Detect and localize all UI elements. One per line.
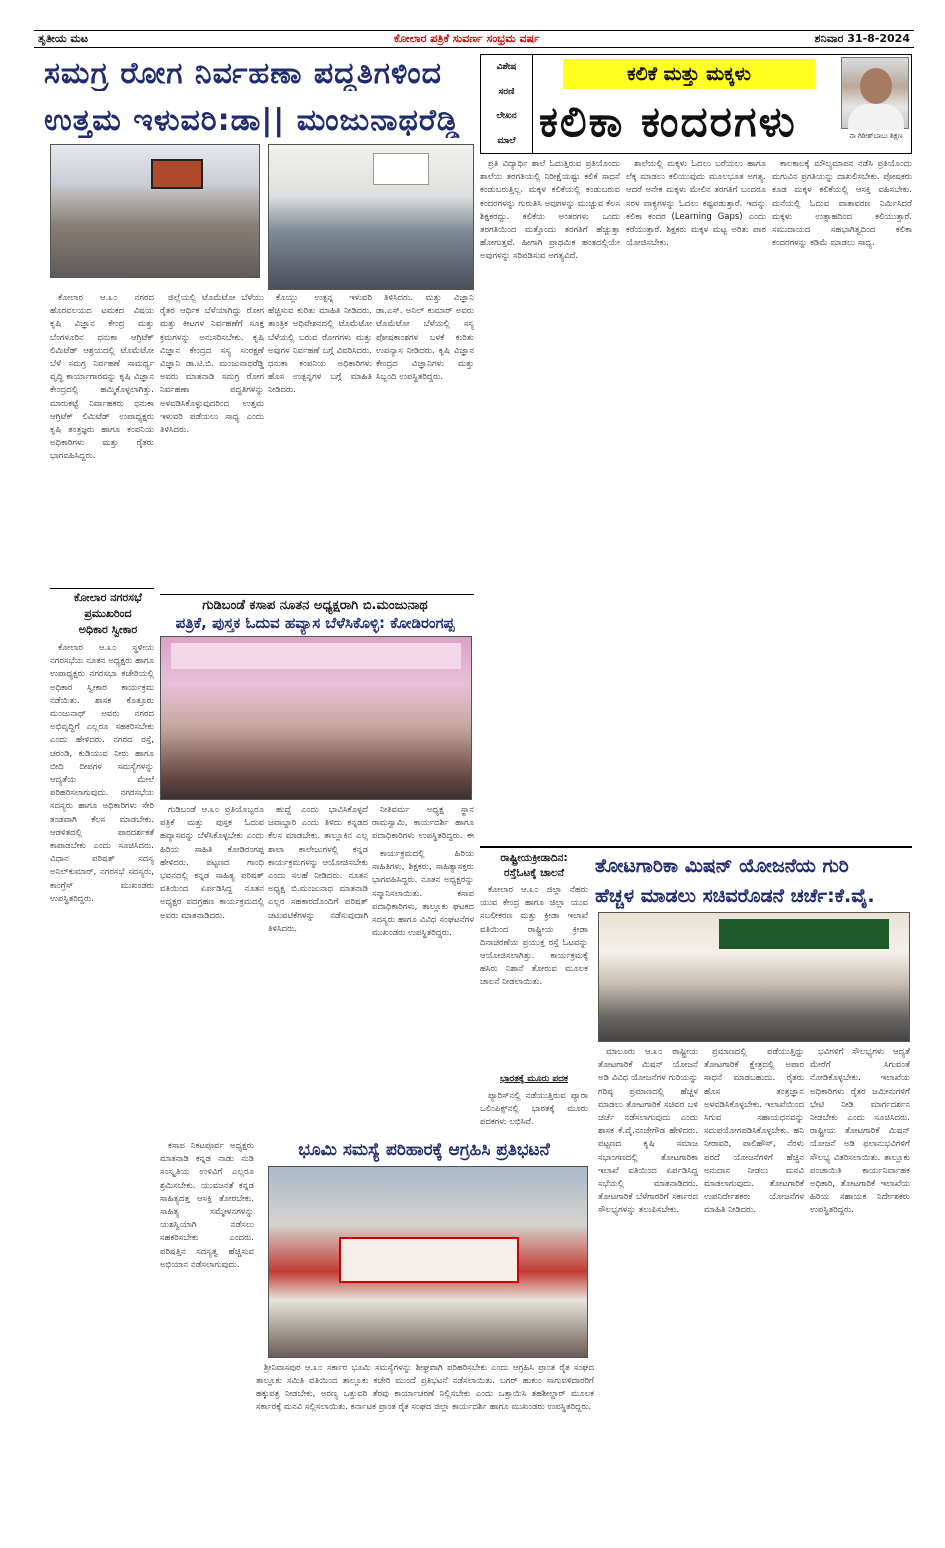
municipal-subhead-line1: ಕೋಲಾರ ನಗರಸಭೆ [74,591,142,604]
kasapa-headline-line2: ಪತ್ರಿಕೆ, ಪುಸ್ತಕ ಓದುವ ಹವ್ಯಾಸ ಬೆಳೆಸಿಕೊಳ್ಳಿ: ಕೋಡಿರಂಗಪ್ಪ [175,614,455,632]
medal-note-text: ಪ್ಯಾರಿಸ್‌ನಲ್ಲಿ ನಡೆಯುತ್ತಿರುವ ಪ್ಯಾರಾ ಒಲಿಂಪಿಕ್ಸ್‌ನಲ್ಲಿ ಭಾರತಕ್ಕೆ ಮೂರು ಪದಕಗಳು ಲಭಿಸಿವೆ. [480,1091,588,1128]
horticulture-article-col1: ಮಾಲೂರು ಆ.೩೦ ರಾಷ್ಟ್ರೀಯ ತೋಟಗಾರಿಕೆ ಮಿಷನ್ ಯೋಜನೆ ಅಡಿ ವಿವಿಧ ಯೋಜನೆಗಳ ಗುರಿಯನ್ನು ಗರಿಷ್ಠ ಪ್ರಮಾಣದಲ್ಲಿ ಹೆಚ್ಚಳ ಮಾಡಲು ತೋಟಗಾರಿಕೆ ಸಚಿವರ ಬಳಿ ಚರ್ಚೆ ನಡೆಸಲಾಗುವುದು ಎಂದು ಶಾಸಕ ಕೆ.ವೈ.ನಂಜೇಗೌಡ ಹೇಳಿದರು. ಪಟ್ಟಣದ ಕೃಷಿ ಸಮಾಜ ಸಭಾಂಗಣದಲ್ಲಿ ತೋಟಗಾರಿಕಾ ಇಲಾಖೆ ವತಿಯಿಂದ ಏರ್ಪಡಿಸಿದ್ದ ಸಭೆಯಲ್ಲಿ ಮಾತನಾಡಿದರು. ತೋಟಗಾರಿಕೆ ಬೆಳೆಗಾರರಿಗೆ ಸರ್ಕಾರದ ಸೌಲಭ್ಯಗಳನ್ನು ತಲುಪಿಸಬೇಕು. [598,1047,698,1216]
kasapa-article-col1: ಗುಡಿಬಂಡೆ ಆ.೩೦ ಪ್ರತಿಯೊಬ್ಬರೂ ಪತ್ರಿಕೆ ಮತ್ತು ಪುಸ್ತಕ ಓದುವ ಹವ್ಯಾಸವನ್ನು ಬೆಳೆಸಿಕೊಳ್ಳಬೇಕು ಎಂದು ಹಿರಿಯ ಸಾಹಿತಿ ಕೋಡಿರಂಗಪ್ಪ ಹೇಳಿದರು. ಪಟ್ಟಣದ ಗಾಂಧಿ ಭವನದಲ್ಲಿ ಕನ್ನಡ ಸಾಹಿತ್ಯ ಪರಿಷತ್ ವತಿಯಿಂದ ಏರ್ಪಡಿಸಿದ್ದ ನೂತನ ಅಧ್ಯಕ್ಷರ ಪದಗ್ರಹಣ ಕಾರ್ಯಕ್ರಮದಲ್ಲಿ ಅವರು ಮಾತನಾಡಿದರು. [160,805,264,921]
main-headline-line2: ಉತ್ತಮ ಇಳುವರಿ:ಡಾ|| ಮಂಜುನಾಥರೆಡ್ಡಿ [44,103,461,138]
workshop-photo-2 [268,144,474,290]
workshop-photo-1 [50,144,260,278]
series-label-line: ವಿಶೇಷ [496,62,517,73]
horticulture-headline-line1: ತೋಟಗಾರಿಕಾ ಮಿಷನ್ ಯೋಜನೆಯ ಗುರಿ [595,855,849,877]
series-label-line: ಲೇಖನ [496,111,517,122]
main-article-col3: ಕೊಯ್ಲು ಉತ್ಪನ್ನ ಇಳುವರಿ ಹೆಚ್ಚಿಸುವ ಕುರಿತು ಮಾಹಿತಿ ನೀಡಿದರು. ತಾಂತ್ರಿಕ ಅಧಿವೇಶನದಲ್ಲಿ ಟೊಮೆಟೋ ಬೆಳೆಯಲ್ಲಿ ಬರುವ ರೋಗಗಳು ಮತ್ತು ಅವುಗಳ ನಿರ್ವಹಣೆ ಬಗ್ಗೆ ವಿವರಿಸಿದರು. ಧನುಕಾ ಕಂಪನಿಯ ಅಧಿಕಾರಿಗಳು ಹೊಸ ಉತ್ಪನ್ನಗಳ ಬಗ್ಗೆ ಮಾಹಿತಿ ನೀಡಿದರು. [268,293,372,396]
series-article-col3: ಕಾಲಕಾಲಕ್ಕೆ ಮೌಲ್ಯಮಾಪನ ನಡೆಸಿ ಪ್ರತಿಯೊಂದು ಮಗುವಿನ ಪ್ರಗತಿಯನ್ನು ದಾಖಲಿಸಬೇಕು. ಪೋಷಕರು ಕೂಡ ಮಕ್ಕಳ ಕಲಿಕೆಯಲ್ಲಿ ಆಸಕ್ತಿ ವಹಿಸಬೇಕು. ಮನೆಯಲ್ಲಿ ಓದುವ ವಾತಾವರಣ ನಿರ್ಮಿಸಿದರೆ ಮಕ್ಕಳು ಉತ್ಸಾಹದಿಂದ ಕಲಿಯುತ್ತಾರೆ. ಸಮುದಾಯದ ಸಹಭಾಗಿತ್ವದಿಂದ ಕಲಿಕಾ ಕಂದರಗಳನ್ನು ಕಡಿಮೆ ಮಾಡಲು ಸಾಧ್ಯ. [772,159,912,249]
horticulture-article-col3: ಭವಿಗಳಿಗೆ ಸೌಲಭ್ಯಗಳು ಆದ್ಯತೆ ಮೇರೆಗೆ ಸಿಗುವಂತೆ ನೋಡಿಕೊಳ್ಳಬೇಕು. ಇಲಾಖೆಯ ಅಧಿಕಾರಿಗಳು ರೈತರ ಜಮೀನುಗಳಿಗೆ ಭೇಟಿ ನೀಡಿ ಮಾರ್ಗದರ್ಶನ ನೀಡಬೇಕು ಎಂದು ಸೂಚಿಸಿದರು. ರಾಷ್ಟ್ರೀಯ ತೋಟಗಾರಿಕೆ ಮಿಷನ್ ಯೋಜನೆ ಅಡಿ ಫಲಾನುಭವಿಗಳಿಗೆ ಸೌಲಭ್ಯ ವಿತರಿಸಲಾಯಿತು. ತಾಲ್ಲೂಕು ಪಂಚಾಯಿತಿ ಕಾರ್ಯನಿರ್ವಾಹಕ ಅಧಿಕಾರಿ, ತೋಟಗಾರಿಕೆ ಇಲಾಖೆಯ ಹಿರಿಯ ಸಹಾಯಕ ನಿರ್ದೇಶಕರು ಉಪಸ್ಥಿತರಿದ್ದರು. [810,1047,910,1216]
main-article-col1: ಕೋಲಾರ ಆ.೩೦ ನಗರದ ಹೊರವಲಯದ ಟಮಕದ ವಿಷಯ ಕೃಷಿ ವಿಜ್ಞಾನ ಕೇಂದ್ರ ಮತ್ತು ಬೆಂಗಳೂರಿನ ಧನುಕಾ ಆಗ್ರಿಟೆಕ್ ಲಿಮಿಟೆಡ್ ಆಶ್ರಯದಲ್ಲಿ ಟೊಮೆಟೋ ಬೆಳೆ ಸಮಗ್ರ ನಿರ್ವಹಣೆ ಸಾಮರ್ಥ್ಯ ವೃದ್ಧಿ ಕಾರ್ಯಾಗಾರವನ್ನು ಕೃಷಿ ವಿಜ್ಞಾನ ಕೇಂದ್ರದಲ್ಲಿ ಹಮ್ಮಿಕೊಳ್ಳಲಾಗಿತ್ತು. ಮಾರುಕಟ್ಟೆ ನಿರ್ವಾಹಕರು ಧನುಕಾ ಆಗ್ರಿಟೆಕ್ ಲಿಮಿಟೆಡ್ ಉಪಾಧ್ಯಕ್ಷರು ಕೃಷಿ ತಂತ್ರಜ್ಞರು ಹಾಗೂ ಕಂಪನಿಯ ಅಧಿಕಾರಿಗಳು ಮತ್ತು ರೈತರು ಭಾಗವಹಿಸಿದ್ದರು. [50,293,154,462]
kasapa-event-photo [160,636,472,800]
series-label-line: ಸರಣಿ [498,86,515,97]
kasapa-article-col1-cont: ಕಸಾಪ ನಿಕಟಪೂರ್ವ ಅಧ್ಯಕ್ಷರು ಮಾತನಾಡಿ ಕನ್ನಡ ನಾಡು ನುಡಿ ಸಂಸ್ಕೃತಿಯ ಉಳಿವಿಗೆ ಎಲ್ಲರೂ ಶ್ರಮಿಸಬೇಕು. ಯುವಜನತೆ ಕನ್ನಡ ಸಾಹಿತ್ಯದತ್ತ ಆಸಕ್ತಿ ತೋರಬೇಕು. ಸಾಹಿತ್ಯ ಸಮ್ಮೇಳನಗಳನ್ನು ಯಶಸ್ವಿಯಾಗಿ ನಡೆಸಲು ಸಹಕರಿಸಬೇಕು ಎಂದರು. ಪರಿಷತ್ತಿನ ಸದಸ್ಯತ್ವ ಹೆಚ್ಚಿಸುವ ಅಭಿಯಾನ ನಡೆಸಲಾಗುವುದು. [160,1141,254,1270]
municipal-subhead-line2: ಪ್ರಮುಖರಿಂದ [84,607,132,620]
kasapa-article-col3-cont: ಕಾರ್ಯಕ್ರಮದಲ್ಲಿ ಹಿರಿಯ ಸಾಹಿತಿಗಳು, ಶಿಕ್ಷಕರು, ಸಾಹಿತ್ಯಾಸಕ್ತರು ಭಾಗವಹಿಸಿದ್ದರು. ನೂತನ ಅಧ್ಯಕ್ಷರನ್ನು ಸನ್ಮಾನಿಸಲಾಯಿತು. ಕಸಾಪ ಪದಾಧಿಕಾರಿಗಳು, ತಾಲ್ಲೂಕು ಘಟಕದ ಸದಸ್ಯರು ಹಾಗೂ ವಿವಿಧ ಸಂಘಟನೆಗಳ ಮುಖಂಡರು ಉಪಸ್ಥಿತರಿದ್ದರು. [372,849,474,939]
horticulture-headline-line2: ಹೆಚ್ಚಳ ಮಾಡಲು ಸಚಿವರೊಡನೆ ಚರ್ಚೆ:ಕೆ.ವೈ. [595,885,875,907]
municipal-subhead-line3: ಅಧಿಕಾರ ಸ್ವೀಕಾರ [78,623,138,636]
series-article-col1: ಪ್ರತಿ ವಿದ್ಯಾರ್ಥಿ ಶಾಲೆ ಓದುತ್ತಿರುವ ಪ್ರತಿಯೊಂದು ಶಾಲೆಯ ತರಗತಿಯಲ್ಲಿ ನಿರೀಕ್ಷೆಯಷ್ಟು ಕಲಿಕೆ ಸಾಧನೆ ಕಂಡುಬರುತ್ತಿಲ್ಲ. ಮಕ್ಕಳ ಕಲಿಕೆಯಲ್ಲಿ ಕಂಡುಬರುವ ಕಂದರಗಳನ್ನು ಗುರುತಿಸಿ ಅವುಗಳನ್ನು ಮುಚ್ಚುವ ಕೆಲಸ ಶಿಕ್ಷಕರದ್ದು. ಕಲಿಕೆಯ ಅಂತರಗಳು ಒಂದು ತರಗತಿಯಿಂದ ಮತ್ತೊಂದು ತರಗತಿಗೆ ಹೆಚ್ಚುತ್ತಾ ಹೋಗುತ್ತವೆ. ಹೀಗಾಗಿ ಪ್ರಾಥಮಿಕ ಹಂತದಲ್ಲಿಯೇ ಅವುಗಳನ್ನು ಸರಿಪಡಿಸುವ ಅಗತ್ಯವಿದೆ. [480,159,620,262]
sports-article-text: ಕೋಲಾರ ಆ.೩೦ ಜಿಲ್ಲಾ ನೆಹರು ಯುವ ಕೇಂದ್ರ ಹಾಗೂ ಜಿಲ್ಲಾ ಯುವ ಸಬಲೀಕರಣ ಮತ್ತು ಕ್ರೀಡಾ ಇಲಾಖೆ ವತಿಯಿಂದ ರಾಷ್ಟ್ರೀಯ ಕ್ರೀಡಾ ದಿನಾಚರಣೆಯ ಪ್ರಯುಕ್ತ ರಸ್ತೆ ಓಟವನ್ನು ಆಯೋಜಿಸಲಾಗಿತ್ತು. ಕಾರ್ಯಕ್ರಮಕ್ಕೆ ಹಸಿರು ನಿಶಾನೆ ತೋರುವ ಮೂಲಕ ಚಾಲನೆ ನೀಡಲಾಯಿತು. [480,885,588,988]
land-protest-headline: ಭೂಮಿ ಸಮಸ್ಯೆ ಪರಿಹಾರಕ್ಕೆ ಆಗ್ರಹಿಸಿ ಪ್ರತಿಭಟನೆ [298,1140,550,1160]
horticulture-meeting-photo [598,912,910,1042]
author-name: ನಾ ಗಿರೀಶ್‌ಬಾಬು ಶಿಕ್ಷಣ [849,132,903,140]
sports-headline-line2: ರಸ್ತೆಓಟಕ್ಕೆ ಚಾಲನೆ [503,867,565,879]
land-protest-photo [268,1166,588,1358]
series-article-col2: ಶಾಲೆಯಲ್ಲಿ ಮಕ್ಕಳು ಓದಲು ಬರೆಯಲು ಹಾಗೂ ಲೆಕ್ಕ ಮಾಡಲು ಕಲಿಯುವುದು ಮೂಲಭೂತ ಅಗತ್ಯ. ಆದರೆ ಅನೇಕ ಮಕ್ಕಳು ಮೇಲಿನ ತರಗತಿಗೆ ಬಂದರೂ ಸರಳ ವಾಕ್ಯಗಳನ್ನು ಓದಲು ಕಷ್ಟಪಡುತ್ತಾರೆ. ಇದನ್ನು ಕಲಿಕಾ ಕಂದರ (Learning Gaps) ಎಂದು ಕರೆಯುತ್ತಾರೆ. ಶಿಕ್ಷಕರು ಮಕ್ಕಳ ಮಟ್ಟ ಅರಿತು ಪಾಠ ಯೋಜಿಸಬೇಕು. [626,159,766,249]
paper-tagline: ಕೋಲಾರ ಪತ್ರಿಕೆ ಸುವರ್ಣ ಸಂಭ್ರಮ ವರ್ಷ [394,32,540,45]
municipal-article-text: ಕೋಲಾರ ಆ.೩೦ ಸ್ಥಳೀಯ ನಗರಸಭೆಯ ನೂತನ ಅಧ್ಯಕ್ಷರು ಹಾಗೂ ಉಪಾಧ್ಯಕ್ಷರು ನಗರಸಭಾ ಕಚೇರಿಯಲ್ಲಿ ಅಧಿಕಾರ ಸ್ವೀಕಾರ ಕಾರ್ಯಕ್ರಮ ನಡೆಯಿತು. ಶಾಸಕ ಕೊತ್ತೂರು ಮಂಜುನಾಥ್ ಅವರು ನಗರದ ಅಭಿವೃದ್ಧಿಗೆ ಎಲ್ಲರೂ ಸಹಕರಿಸಬೇಕು ಎಂದು ಹೇಳಿದರು. ನಗರದ ರಸ್ತೆ, ಚರಂಡಿ, ಕುಡಿಯುವ ನೀರು ಹಾಗೂ ಬೀದಿ ದೀಪಗಳ ಸಮಸ್ಯೆಗಳನ್ನು ಆದ್ಯತೆಯ ಮೇಲೆ ಪರಿಹರಿಸಲಾಗುವುದು. ನಗರಸಭೆಯ ಸದಸ್ಯರು ಹಾಗೂ ಅಧಿಕಾರಿಗಳು ಸೇರಿ ತಂಡವಾಗಿ ಕೆಲಸ ಮಾಡಬೇಕು. ಆಡಳಿತದಲ್ಲಿ ಪಾರದರ್ಶಕತೆ ಕಾಪಾಡಬೇಕು ಎಂದು ಸೂಚಿಸಿದರು. ವಿಧಾನ ಪರಿಷತ್ ಸದಸ್ಯ ಅನಿಲ್‌ಕುಮಾರ್, ನಗರಸಭೆ ಸದಸ್ಯರು, ಕಾಂಗ್ರೆಸ್ ಮುಖಂಡರು ಉಪಸ್ಥಿತರಿದ್ದರು. [50,643,154,904]
main-headline-line1: ಸಮಗ್ರ ರೋಗ ನಿರ್ವಹಣಾ ಪದ್ಧತಿಗಳಿಂದ [44,56,443,91]
kasapa-article-col3: ನೀತಿವರ್ಮ ಅಧ್ಯಕ್ಷ ಸ್ಥಾನ ರಾಮಸ್ವಾಮಿ, ಕಾರ್ಯದರ್ಶಿ ಹಾಗೂ ಪದಾಧಿಕಾರಿಗಳು ಉಪಸ್ಥಿತರಿದ್ದರು. ಈ [372,805,474,842]
series-banner: ಕಲಿಕೆ ಮತ್ತು ಮಕ್ಕಳು [563,59,815,89]
author-photo [841,57,909,129]
issue-date: ಶನಿವಾರ 31-8-2024 [814,32,910,45]
kasapa-headline-line1: ಗುಡಿಬಂಡೆ ಕಸಾಪ ನೂತನ ಅಧ್ಯಕ್ಷರಾಗಿ ಬಿ.ಮಂಜುನಾಥ [202,598,428,613]
page-number-label: ತೃತೀಯ ಮಟ [38,32,89,45]
land-protest-article-text: ಶ್ರೀನಿವಾಸಪುರ ಆ.೩೦ ಸರ್ಕಾರ ಭೂಮಿ ಸಮಸ್ಯೆಗಳನ್ನು ಶೀಘ್ರವಾಗಿ ಪರಿಹರಿಸಬೇಕು ಎಂದು ಆಗ್ರಹಿಸಿ ಪ್ರಾಂತ ರೈತ ಸಂಘದ ತಾಲ್ಲೂಕು ಸಮಿತಿ ವತಿಯಿಂದ ತಾಲ್ಲೂಕು ಕಚೇರಿ ಮುಂದೆ ಪ್ರತಿಭಟನೆ ನಡೆಸಲಾಯಿತು. ಬಗರ್ ಹುಕುಂ ಸಾಗುವಳಿದಾರರಿಗೆ ಹಕ್ಕುಪತ್ರ ನೀಡಬೇಕು, ಅರಣ್ಯ ಒತ್ತುವರಿ ತೆರವು ಕಾರ್ಯಾಚರಣೆ ನಿಲ್ಲಿಸಬೇಕು ಎಂದು ಒತ್ತಾಯಿಸಿ ತಹಶೀಲ್ದಾರ್ ಮೂಲಕ ಸರ್ಕಾರಕ್ಕೆ ಮನವಿ ಸಲ್ಲಿಸಲಾಯಿತು. ಕರ್ನಾಟಕ ಪ್ರಾಂತ ರೈತ ಸಂಘದ ಜಿಲ್ಲಾ ಕಾರ್ಯದರ್ಶಿ ಹಾಗೂ ಮುಖಂಡರು ಉಪಸ್ಥಿತರಿದ್ದರು. [256,1363,594,1412]
main-article-col2: ಜಿಲ್ಲೆಯಲ್ಲಿ ಟೊಮೆಟೋ ಬೆಳೆಯು ರೈತರ ಆರ್ಥಿಕ ಬೆಳೆಯಾಗಿದ್ದು ರೋಗ ಮತ್ತು ಕೀಟಗಳ ನಿರ್ವಹಣೆಗೆ ಸೂಕ್ತ ಕ್ರಮಗಳನ್ನು ಅನುಸರಿಸಬೇಕು. ಕೃಷಿ ವಿಜ್ಞಾನ ಕೇಂದ್ರದ ಸಸ್ಯ ಸಂರಕ್ಷಣೆ ವಿಜ್ಞಾನಿ ಡಾ.ಟಿ.ಬಿ. ಮಂಜುನಾಥರೆಡ್ಡಿ ಅವರು ಮಾತನಾಡಿ ಸಮಗ್ರ ರೋಗ ನಿರ್ವಹಣಾ ಪದ್ಧತಿಗಳನ್ನು ಅಳವಡಿಸಿಕೊಳ್ಳುವುದರಿಂದ ಉತ್ತಮ ಇಳುವರಿ ಪಡೆಯಲು ಸಾಧ್ಯ ಎಂದು ತಿಳಿಸಿದರು. [160,293,264,436]
series-header-box [480,54,912,154]
series-title: ಕಲಿಕಾ ಕಂದರಗಳು [539,97,797,146]
horticulture-article-col2: ಪ್ರಮಾಣದಲ್ಲಿ ಪಡೆಯುತ್ತಿದ್ದು ತೋಟಗಾರಿಕೆ ಕ್ಷೇತ್ರದಲ್ಲಿ ಅಪಾರ ಸಾಧನೆ ಮಾಡಬಹುದು. ರೈತರು ಹೊಸ ತಂತ್ರಜ್ಞಾನ ಅಳವಡಿಸಿಕೊಳ್ಳಬೇಕು. ಇಲಾಖೆಯಿಂದ ಸಿಗುವ ಸಹಾಯಧನವನ್ನು ಸದುಪಯೋಗಪಡಿಸಿಕೊಳ್ಳಬೇಕು. ಹನಿ ನೀರಾವರಿ, ಪಾಲಿಹೌಸ್, ನೆರಳು ಪರದೆ ಯೋಜನೆಗಳಿಗೆ ಹೆಚ್ಚಿನ ಅನುದಾನ ನೀಡಲು ಮನವಿ ಮಾಡಲಾಗುವುದು. ತೋಟಗಾರಿಕೆ ಉಪನಿರ್ದೇಶಕರು ಯೋಜನೆಗಳ ಮಾಹಿತಿ ನೀಡಿದರು. [704,1047,804,1216]
sports-headline-line1: ರಾಷ್ಟ್ರೀಯಕ್ರೀಡಾದಿನ: [500,852,568,864]
kasapa-article-col2: ಹುದ್ದೆ ಎಂದು ಭಾವಿಸಿಕೊಳ್ಳದೆ ಜವಾಬ್ದಾರಿ ಎಂದು ತಿಳಿದು ಕನ್ನಡದ ಕೆಲಸ ಮಾಡಬೇಕು. ತಾಲ್ಲೂಕಿನ ಎಲ್ಲ ಶಾಲಾ ಕಾಲೇಜುಗಳಲ್ಲಿ ಕನ್ನಡ ಕಾರ್ಯಕ್ರಮಗಳನ್ನು ಆಯೋಜಿಸಬೇಕು ಎಂದು ಸಲಹೆ ನೀಡಿದರು. ನೂತನ ಅಧ್ಯಕ್ಷ ಬಿ.ಮಂಜುನಾಥ ಮಾತನಾಡಿ ಎಲ್ಲರ ಸಹಕಾರದೊಂದಿಗೆ ಪರಿಷತ್ ಚಟುವಟಿಕೆಗಳನ್ನು ನಡೆಸುವುದಾಗಿ ತಿಳಿಸಿದರು. [268,805,368,934]
masthead [34,30,914,48]
main-article-col4: ತಿಳಿಸಿದರು. ಮತ್ತು ವಿಜ್ಞಾನಿ ಡಾ.ಎಸ್. ಅನಿಲ್ ಕುಮಾರ್ ಅವರು ಟೊಮೆಟೋ ಬೆಳೆಯಲ್ಲಿ ಸಸ್ಯ ಪೋಷಕಾಂಶಗಳ ಬಳಕೆ ಕುರಿತು ಉಪನ್ಯಾಸ ನೀಡಿದರು. ಕೃಷಿ ವಿಜ್ಞಾನ ಕೇಂದ್ರದ ವಿಜ್ಞಾನಿಗಳು ಮತ್ತು ಸಿಬ್ಬಂದಿ ಉಪಸ್ಥಿತರಿದ್ದರು. [376,293,474,383]
series-label-line: ಮಾಲೆ [497,135,516,146]
series-label [481,55,533,153]
medal-note-heading: ಭಾರತಕ್ಕೆ ಮೂರು ಪದಕ [500,1074,568,1084]
